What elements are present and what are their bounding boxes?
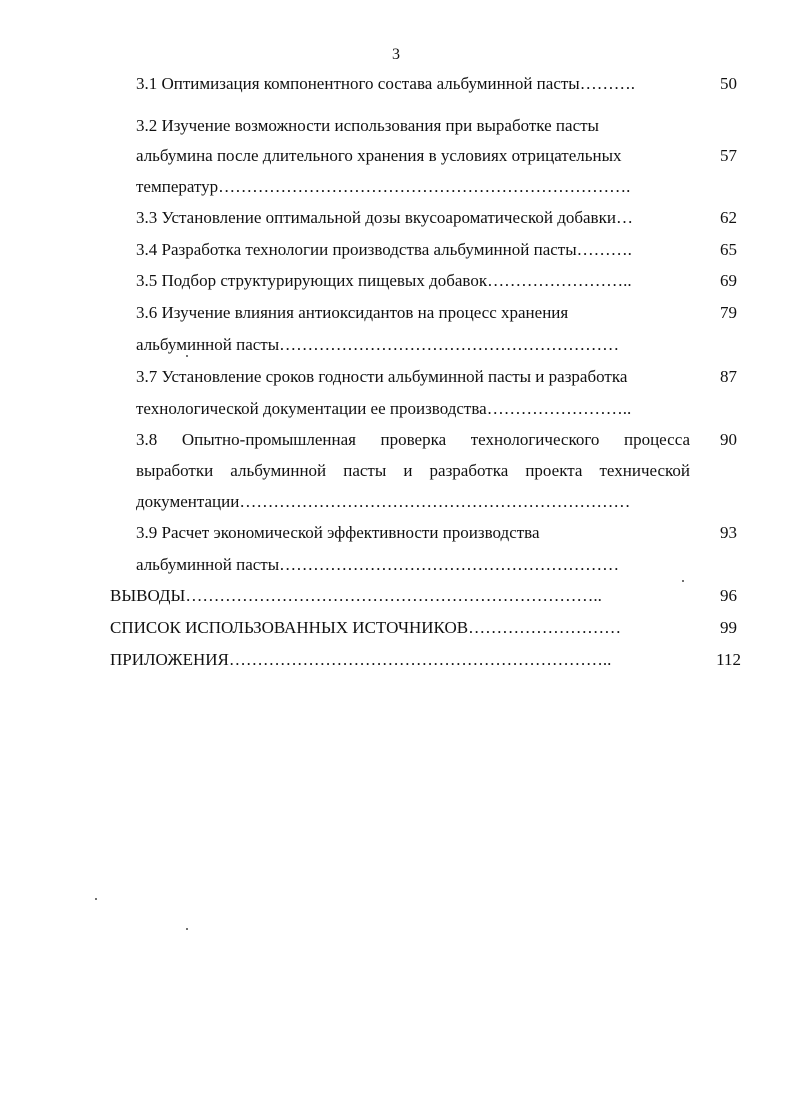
toc-entry-title-cont: выработки альбуминной пасты и разработка проекта технической: [136, 461, 690, 480]
toc-entry-title: 3.6 Изучение влияния антиоксидантов на процесс хранения: [136, 303, 569, 322]
toc-entry-title: 3.8 Опытно-промышленная проверка технологического процесса: [136, 430, 690, 449]
toc-page-number: 99: [720, 618, 737, 637]
toc-page-number: 57: [720, 146, 737, 165]
page-number: 3: [392, 46, 400, 63]
toc-entry-title: ВЫВОДЫ………………………………………………………………..: [110, 586, 602, 605]
toc-page-number: 87: [720, 367, 737, 386]
toc-page-number: 90: [720, 430, 737, 449]
toc-entry-title: 3.4 Разработка технологии производства альбуминной пасты……….: [136, 240, 632, 259]
toc-page-number: 69: [720, 271, 737, 290]
toc-entry-title: 3.9 Расчет экономической эффективности производства: [136, 523, 540, 542]
toc-entry-title: ПРИЛОЖЕНИЯ…………………………………………………………..: [110, 650, 612, 669]
toc-page-number: 112: [716, 650, 741, 669]
scan-speck: [186, 355, 188, 357]
toc-entry-title-cont: альбуминной пасты……………………………………………………: [136, 555, 620, 574]
toc-entry-title-cont: документации……………………………………………………………: [136, 492, 631, 511]
toc-entry-title-cont: альбуминной пасты……………………………………………………: [136, 335, 620, 354]
toc-entry-title: 3.3 Установление оптимальной дозы вкусоароматической добавки…: [136, 208, 633, 227]
toc-entry-title: 3.5 Подбор структурирующих пищевых добавок……………………..: [136, 271, 632, 290]
toc-entry-title: 3.1 Оптимизация компонентного состава альбуминной пасты……….: [136, 74, 635, 93]
toc-page-number: 93: [720, 523, 737, 542]
toc-entry-title: 3.7 Установление сроков годности альбуминной пасты и разработка: [136, 367, 628, 386]
toc-page-number: 96: [720, 586, 737, 605]
toc-entry-title: СПИСОК ИСПОЛЬЗОВАННЫХ ИСТОЧНИКОВ………………………: [110, 618, 622, 637]
toc-entry-title-cont: температур……………………………………………………………….: [136, 177, 631, 196]
scan-speck: [186, 928, 188, 930]
toc-entry-title-cont: альбумина после длительного хранения в условиях отрицательных: [136, 146, 622, 165]
toc-entry-title: 3.2 Изучение возможности использования при выработке пасты: [136, 116, 599, 135]
toc-page-number: 50: [720, 74, 737, 93]
scan-speck: [95, 898, 97, 900]
toc-page-number: 62: [720, 208, 737, 227]
toc-page-number: 79: [720, 303, 737, 322]
toc-page-number: 65: [720, 240, 737, 259]
scan-speck: [682, 580, 684, 582]
toc-entry-title-cont: технологической документации ее производства……………………..: [136, 399, 632, 418]
